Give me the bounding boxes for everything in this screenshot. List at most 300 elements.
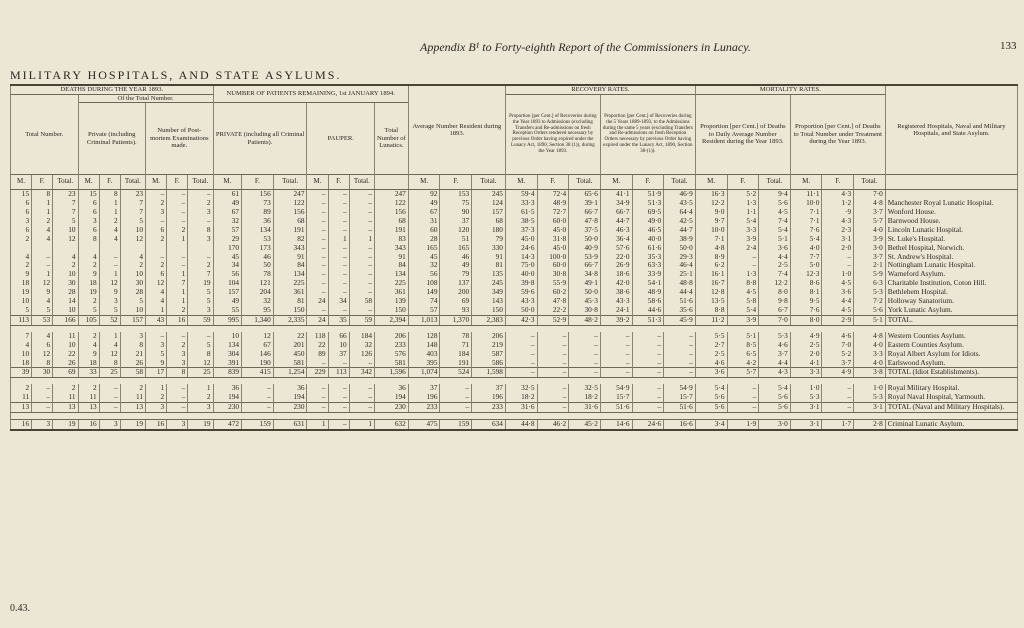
table-cell: 65·6 xyxy=(569,190,601,199)
table-row xyxy=(11,253,1018,262)
table-cell: 9·0 xyxy=(695,208,727,217)
table-cell: 57·6 xyxy=(600,244,632,253)
institution-name: TOTAL (Idiot Establishments). xyxy=(885,368,1017,378)
table-cell: – xyxy=(822,253,854,262)
table-cell: 330 xyxy=(472,244,506,253)
table-cell: 38·6 xyxy=(600,288,632,297)
table-cell: 200 xyxy=(440,288,472,297)
table-cell: 46·3 xyxy=(600,226,632,235)
table-cell: 8 xyxy=(167,368,188,378)
table-cell: 4·4 xyxy=(759,253,791,262)
table-cell: 631 xyxy=(273,420,307,430)
table-cell: – xyxy=(307,288,328,297)
table-cell: 206 xyxy=(375,332,409,341)
table-cell: 16·7 xyxy=(695,279,727,288)
table-cell: 2 xyxy=(146,261,167,270)
table-cell: 150 xyxy=(472,306,506,315)
table-cell: 3·1 xyxy=(790,420,822,430)
table-cell: 10 xyxy=(11,350,32,359)
table-cell: 2·8 xyxy=(854,420,886,430)
table-cell: 156 xyxy=(273,208,307,217)
table-cell: 49·1 xyxy=(569,279,601,288)
column-subheader: Total. xyxy=(854,175,886,190)
table-cell: 2·9 xyxy=(822,315,854,325)
table-cell: 35 xyxy=(328,315,349,325)
table-cell: 4·0 xyxy=(854,359,886,368)
table-cell: 134 xyxy=(375,270,409,279)
table-cell: 391 xyxy=(213,359,241,368)
table-cell: 5 xyxy=(99,306,120,315)
table-cell: – xyxy=(600,368,632,378)
table-cell: 31·6 xyxy=(505,403,537,413)
table-cell: 124 xyxy=(472,199,506,208)
table-cell: 9 xyxy=(146,359,167,368)
table-cell: 150 xyxy=(375,306,409,315)
table-cell: – xyxy=(167,217,188,226)
table-cell: 15·7 xyxy=(664,393,696,402)
table-cell: 196 xyxy=(408,393,440,402)
table-cell: – xyxy=(99,393,120,402)
table-cell: 6·2 xyxy=(695,261,727,270)
table-cell: 184 xyxy=(440,350,472,359)
table-cell: – xyxy=(505,332,537,341)
table-cell: 2 xyxy=(78,332,99,341)
table-cell: 66·7 xyxy=(569,208,601,217)
table-cell: 30 xyxy=(32,368,53,378)
table-cell: 8·8 xyxy=(695,306,727,315)
table-cell: 3 xyxy=(188,235,213,244)
table-cell: 5·6 xyxy=(695,393,727,402)
table-cell: 67 xyxy=(408,208,440,217)
table-cell: 45·0 xyxy=(537,226,569,235)
table-cell: – xyxy=(569,332,601,341)
table-cell: 42·3 xyxy=(505,315,537,325)
table-cell: 60·0 xyxy=(537,217,569,226)
table-row xyxy=(11,413,1018,420)
table-cell: 26 xyxy=(53,359,78,368)
table-cell: 59 xyxy=(188,315,213,325)
table-cell: 108 xyxy=(408,279,440,288)
table-cell: 2 xyxy=(78,384,99,393)
statistics-table xyxy=(10,84,1018,431)
table-cell: 44·6 xyxy=(632,306,664,315)
table-cell: 46·2 xyxy=(537,420,569,430)
table-cell: 19 xyxy=(53,420,78,430)
table-cell: 10 xyxy=(11,297,32,306)
table-cell: 6·7 xyxy=(759,306,791,315)
table-cell: – xyxy=(537,359,569,368)
column-subheader xyxy=(885,175,1017,190)
table-cell: – xyxy=(822,393,854,402)
table-cell: 16 xyxy=(11,420,32,430)
table-cell: 342 xyxy=(349,368,374,378)
table-cell: 78 xyxy=(242,270,274,279)
table-cell: 5·4 xyxy=(759,226,791,235)
table-cell: 4·0 xyxy=(854,341,886,350)
table-cell: 34·8 xyxy=(569,270,601,279)
table-cell: 7·6 xyxy=(790,226,822,235)
table-cell: 15·7 xyxy=(600,393,632,402)
table-cell: 5 xyxy=(32,306,53,315)
table-cell: 32·5 xyxy=(569,384,601,393)
table-cell: 69 xyxy=(53,368,78,378)
table-cell: 9·5 xyxy=(790,297,822,306)
table-cell: 2 xyxy=(188,199,213,208)
table-cell: 3 xyxy=(167,359,188,368)
running-head: Appendix B¹ to Forty-eighth Report of the Commissioners in Lunacy. xyxy=(420,40,751,54)
table-cell: 5·7 xyxy=(854,217,886,226)
table-cell: 1 xyxy=(99,208,120,217)
table-cell: 8·6 xyxy=(790,279,822,288)
table-cell: 2 xyxy=(78,297,99,306)
table-cell: 10 xyxy=(53,306,78,315)
column-subheader: F. xyxy=(632,175,664,190)
table-cell: 4·6 xyxy=(822,332,854,341)
table-cell: 11 xyxy=(78,393,99,402)
table-cell: 4·0 xyxy=(854,226,886,235)
table-body xyxy=(11,190,1018,430)
table-cell: 4 xyxy=(99,226,120,235)
table-cell: 134 xyxy=(213,341,241,350)
institution-name: Barnwood House. xyxy=(885,217,1017,226)
table-cell: 245 xyxy=(472,279,506,288)
table-cell: 57 xyxy=(408,306,440,315)
table-cell: 3 xyxy=(167,420,188,430)
table-cell: 28 xyxy=(53,288,78,297)
table-cell: 13 xyxy=(78,403,99,413)
table-cell: 143 xyxy=(472,297,506,306)
table-cell: 1 xyxy=(328,235,349,244)
table-cell: 304 xyxy=(213,350,241,359)
table-cell: 72·7 xyxy=(537,208,569,217)
table-cell: 18 xyxy=(78,279,99,288)
table-row xyxy=(11,306,1018,315)
table-cell: 19 xyxy=(11,288,32,297)
table-cell: – xyxy=(632,350,664,359)
table-cell: 24 xyxy=(307,297,328,306)
institution-name: St. Andrew's Hospital. xyxy=(885,253,1017,262)
table-cell: 839 xyxy=(213,368,241,378)
table-cell: 586 xyxy=(472,359,506,368)
table-cell: 180 xyxy=(472,226,506,235)
table-cell: – xyxy=(307,253,328,262)
table-cell: – xyxy=(307,359,328,368)
table-cell: – xyxy=(146,253,167,262)
table-cell xyxy=(78,244,99,253)
table-row xyxy=(11,190,1018,199)
table-cell: 78 xyxy=(440,332,472,341)
table-cell: – xyxy=(328,244,349,253)
table-cell: 2·3 xyxy=(822,226,854,235)
table-row xyxy=(11,261,1018,270)
table-cell: 37·3 xyxy=(505,226,537,235)
table-cell: 5·8 xyxy=(727,297,759,306)
table-cell: 403 xyxy=(408,350,440,359)
table-cell: 12 xyxy=(99,350,120,359)
private-all-header: PRIVATE (including all Criminal Patients). xyxy=(213,103,307,175)
table-cell: 49·0 xyxy=(632,217,664,226)
column-subheader xyxy=(375,175,409,190)
table-cell: 1·3 xyxy=(727,270,759,279)
table-cell: 6 xyxy=(146,270,167,279)
table-cell: 54·9 xyxy=(600,384,632,393)
table-cell: – xyxy=(632,403,664,413)
table-cell: – xyxy=(146,332,167,341)
table-cell: – xyxy=(328,279,349,288)
table-cell: 51·9 xyxy=(632,190,664,199)
table-cell: 16·3 xyxy=(695,190,727,199)
table-cell: 12 xyxy=(120,235,145,244)
table-cell: 47·8 xyxy=(537,297,569,306)
table-cell: 6 xyxy=(78,199,99,208)
institution-name: Manchester Royal Lunatic Hospital. xyxy=(885,199,1017,208)
table-cell: – xyxy=(328,384,349,393)
table-cell: 45·2 xyxy=(569,420,601,430)
deaths-header: DEATHS DURING THE YEAR 1893. xyxy=(11,85,214,94)
table-cell: 48·9 xyxy=(537,199,569,208)
table-cell: 6 xyxy=(78,208,99,217)
page-number: 133 xyxy=(1000,40,1017,52)
table-cell: 36 xyxy=(273,384,307,393)
table-cell: – xyxy=(440,384,472,393)
table-cell: 8·1 xyxy=(790,288,822,297)
table-cell: 22 xyxy=(53,350,78,359)
table-cell xyxy=(146,244,167,253)
table-cell: 37 xyxy=(472,384,506,393)
table-cell: 4·5 xyxy=(727,288,759,297)
table-cell: – xyxy=(505,350,537,359)
table-cell: 16 xyxy=(167,315,188,325)
table-cell: 93 xyxy=(440,306,472,315)
table-cell: – xyxy=(167,190,188,199)
table-cell: – xyxy=(600,359,632,368)
table-cell: 6 xyxy=(78,226,99,235)
table-cell: 3 xyxy=(167,350,188,359)
table-cell: 134 xyxy=(273,270,307,279)
table-cell: 3 xyxy=(188,306,213,315)
table-cell: 53 xyxy=(32,315,53,325)
table-cell: 2·0 xyxy=(822,244,854,253)
table-cell: 10 xyxy=(120,226,145,235)
table-cell: 5·4 xyxy=(759,384,791,393)
table-cell: – xyxy=(349,217,374,226)
table-cell: 9 xyxy=(11,270,32,279)
table-cell: – xyxy=(99,403,120,413)
table-cell: 5·4 xyxy=(727,306,759,315)
table-row xyxy=(11,288,1018,297)
table-cell: 1·1 xyxy=(727,208,759,217)
table-cell: 12 xyxy=(99,279,120,288)
table-cell: 5·6 xyxy=(759,403,791,413)
table-cell: – xyxy=(822,261,854,270)
table-cell: 25 xyxy=(99,368,120,378)
column-subheader: Total. xyxy=(664,175,696,190)
table-cell: 39·2 xyxy=(600,315,632,325)
table-cell: 36 xyxy=(213,384,241,393)
table-cell: 7 xyxy=(53,199,78,208)
column-subheader: M. xyxy=(695,175,727,190)
table-cell: 4·2 xyxy=(727,359,759,368)
table-cell: – xyxy=(328,403,349,413)
table-cell: 34·9 xyxy=(600,199,632,208)
table-cell: – xyxy=(440,393,472,402)
institution-name: TOTAL (Naval and Military Hospitals). xyxy=(885,403,1017,413)
table-cell: 60 xyxy=(408,226,440,235)
table-cell: – xyxy=(569,368,601,378)
table-cell: 37 xyxy=(328,350,349,359)
table-cell: 49 xyxy=(440,261,472,270)
table-cell: 4·4 xyxy=(759,359,791,368)
table-cell: 9 xyxy=(32,288,53,297)
table-cell: 43·3 xyxy=(600,297,632,306)
table-cell: 32 xyxy=(242,297,274,306)
table-cell: 32 xyxy=(349,341,374,350)
table-cell: 3 xyxy=(146,403,167,413)
table-cell: 26·9 xyxy=(600,261,632,270)
table-cell: – xyxy=(349,403,374,413)
table-cell: 7 xyxy=(53,208,78,217)
table-cell: – xyxy=(632,384,664,393)
table-cell: – xyxy=(600,350,632,359)
table-cell: 4 xyxy=(11,341,32,350)
table-cell: 22 xyxy=(273,332,307,341)
table-cell: 2 xyxy=(78,261,99,270)
table-cell: 9 xyxy=(78,350,99,359)
table-cell: 157 xyxy=(213,288,241,297)
table-cell: 2 xyxy=(188,393,213,402)
table-cell: – xyxy=(349,279,374,288)
table-cell: 11 xyxy=(53,393,78,402)
table-cell: 349 xyxy=(472,288,506,297)
table-cell: 587 xyxy=(472,350,506,359)
table-cell: 1·0 xyxy=(790,384,822,393)
table-row xyxy=(11,332,1018,341)
table-cell: – xyxy=(146,190,167,199)
table-cell: – xyxy=(307,235,328,244)
table-cell: 35·6 xyxy=(664,306,696,315)
table-cell: 30 xyxy=(120,279,145,288)
footer-note: 0.43. xyxy=(10,603,30,614)
table-cell: 121 xyxy=(242,279,274,288)
table-cell: 1·0 xyxy=(854,384,886,393)
table-cell: 49 xyxy=(213,199,241,208)
table-cell: 1 xyxy=(32,199,53,208)
table-cell: 8 xyxy=(120,341,145,350)
table-cell: 1 xyxy=(32,208,53,217)
table-cell: 524 xyxy=(440,368,472,378)
table-row xyxy=(11,226,1018,235)
table-cell: 56 xyxy=(408,270,440,279)
average-header: Average Number Resident during 1893. xyxy=(408,85,505,175)
table-cell: – xyxy=(600,332,632,341)
table-cell: – xyxy=(328,190,349,199)
table-cell: 24·1 xyxy=(600,306,632,315)
table-cell: – xyxy=(188,190,213,199)
institution-name: Charitable Institution, Coton Hill. xyxy=(885,279,1017,288)
table-cell xyxy=(53,244,78,253)
table-cell: – xyxy=(505,368,537,378)
table-cell: 1,254 xyxy=(273,368,307,378)
table-cell: 5 xyxy=(120,217,145,226)
table-cell: 91 xyxy=(273,253,307,262)
table-cell: 1,596 xyxy=(375,368,409,378)
table-cell: 10 xyxy=(120,270,145,279)
table-cell: 5·5 xyxy=(695,332,727,341)
of-total-header: Of the Total Number. xyxy=(78,94,213,103)
table-cell: 1·7 xyxy=(822,420,854,430)
table-cell: 45·3 xyxy=(569,297,601,306)
table-cell: – xyxy=(328,270,349,279)
column-subheader: F. xyxy=(727,175,759,190)
table-cell: 5·0 xyxy=(790,261,822,270)
total-number-header: Total Number. xyxy=(11,94,79,175)
table-cell: 3·7 xyxy=(822,359,854,368)
table-cell: 22·2 xyxy=(537,306,569,315)
table-cell: – xyxy=(727,393,759,402)
table-cell: 44·4 xyxy=(664,288,696,297)
table-cell: 1 xyxy=(167,235,188,244)
table-row xyxy=(11,244,1018,253)
table-cell: – xyxy=(632,359,664,368)
table-cell: 5·6 xyxy=(854,306,886,315)
table-cell: 63·3 xyxy=(632,261,664,270)
table-cell: – xyxy=(99,384,120,393)
table-cell: 3·9 xyxy=(854,235,886,244)
table-cell: 19 xyxy=(188,420,213,430)
table-cell: 10 xyxy=(53,270,78,279)
table-cell: 159 xyxy=(242,420,274,430)
table-cell: 55 xyxy=(213,306,241,315)
table-cell: 2·7 xyxy=(695,341,727,350)
table-cell: – xyxy=(349,306,374,315)
table-cell: 233 xyxy=(408,403,440,413)
table-row xyxy=(11,217,1018,226)
table-cell: 361 xyxy=(273,288,307,297)
table-cell: 84 xyxy=(273,261,307,270)
institution-name: Earlswood Asylum. xyxy=(885,359,1017,368)
table-cell: 1·9 xyxy=(727,420,759,430)
table-cell: 206 xyxy=(472,332,506,341)
table-cell: 1 xyxy=(32,270,53,279)
table-cell: 1 xyxy=(307,420,328,430)
table-cell: 44·7 xyxy=(600,217,632,226)
table-cell: 343 xyxy=(375,244,409,253)
table-cell: 66 xyxy=(328,332,349,341)
table-cell: 30·8 xyxy=(537,270,569,279)
table-cell: 89 xyxy=(242,208,274,217)
table-cell: 4·6 xyxy=(695,359,727,368)
table-cell: 472 xyxy=(213,420,241,430)
table-cell: 56 xyxy=(213,270,241,279)
table-cell: 4 xyxy=(53,253,78,262)
table-cell: – xyxy=(167,332,188,341)
table-cell: 40·0 xyxy=(632,235,664,244)
table-cell: – xyxy=(727,253,759,262)
table-cell: 73 xyxy=(242,199,274,208)
table-cell: – xyxy=(32,253,53,262)
column-subheader: M. xyxy=(790,175,822,190)
table-cell: 3·7 xyxy=(854,208,886,217)
table-cell: – xyxy=(600,341,632,350)
table-cell: 40·0 xyxy=(505,270,537,279)
table-cell: 49 xyxy=(408,199,440,208)
table-cell: 225 xyxy=(375,279,409,288)
table-cell: 29·3 xyxy=(664,253,696,262)
table-cell: – xyxy=(349,393,374,402)
table-cell: 3·7 xyxy=(854,253,886,262)
private-criminal-header: Private (including Criminal Patients). xyxy=(78,103,146,175)
table-cell: – xyxy=(242,384,274,393)
